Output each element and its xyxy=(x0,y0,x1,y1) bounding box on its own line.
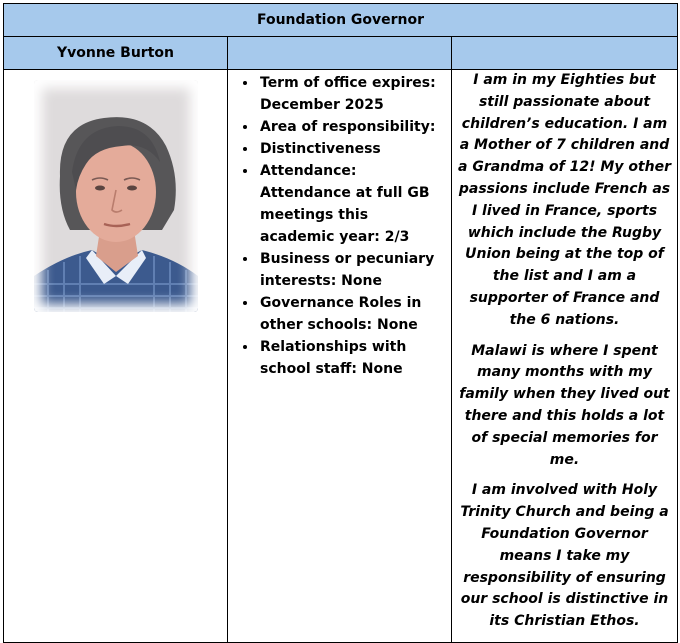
facts-cell xyxy=(228,70,452,643)
empty-header-cell xyxy=(228,37,452,70)
bio-paragraph: I am in my Eighties but still passionate about children’s education. I am a Mother of 7 children and a Grandma of 12! My other passions include French as I lived in France, sports which include the Rugby Union being at the top of the list and I am a supporter of France and the 6 nations. xyxy=(458,72,671,328)
fact-distinctiveness: • Distinctiveness xyxy=(258,138,443,160)
empty-header-cell xyxy=(452,37,678,70)
bio-paragraph: I am involved with Holy Trinity Church and being a Foundation Governor means I take my responsibility of ensuring our school is distinctive in its Christian Ethos. xyxy=(460,482,669,630)
fact-interests: • Business or pecuniary interests: None xyxy=(258,248,443,292)
governor-profile-table xyxy=(3,3,678,643)
fact-other-roles: • Governance Roles in other schools: None xyxy=(258,292,443,336)
table-title: Foundation Governor xyxy=(4,4,678,37)
portrait-illustration xyxy=(34,80,198,312)
photo-cell xyxy=(4,70,228,643)
portrait-photo xyxy=(34,80,198,312)
bio-cell xyxy=(452,70,678,643)
governor-name: Yvonne Burton xyxy=(4,37,228,70)
fact-term: • Term of office expires: December 2025 xyxy=(258,72,443,116)
bio-paragraph: Malawi is where I spent many months with my family when they lived out there and this holds a lot of special memories for me. xyxy=(459,342,670,468)
fact-area: • Area of responsibility: xyxy=(258,116,443,138)
fact-attendance: • Attendance: Attendance at full GB meetings this academic year: 2/3 xyxy=(258,160,443,248)
fact-relationships: • Relationships with school staff: None xyxy=(258,336,443,380)
biography xyxy=(452,70,677,633)
facts-list xyxy=(228,72,451,380)
